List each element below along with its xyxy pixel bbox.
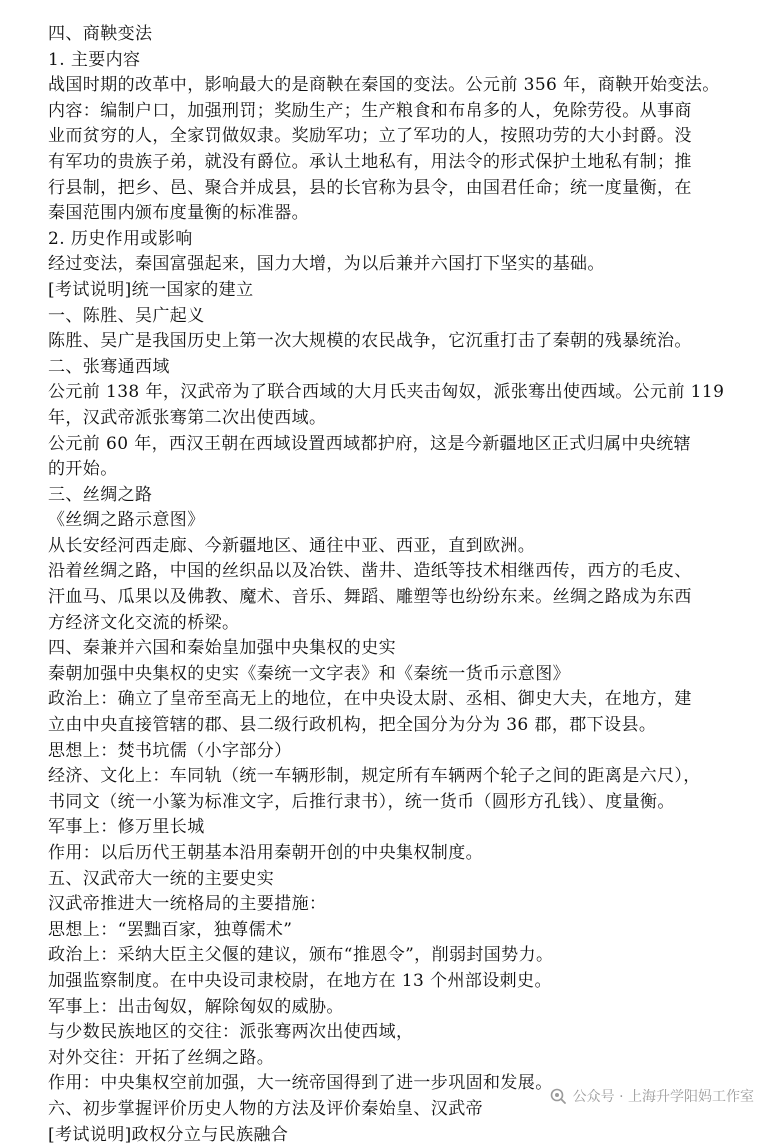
text-line: 2. 历史作用或影响 — [48, 228, 193, 249]
text-line: 六、初步掌握评价历史人物的方法及评价秦始皇、汉武帝 — [48, 1098, 483, 1119]
text-line: 政治上：采纳大臣主父偃的建议，颁布“推恩令”，削弱封国势力。 — [48, 945, 554, 966]
text-line: 加强监察制度。在中央设司隶校尉，在地方在 13 个州部设刺史。 — [48, 970, 552, 991]
wechat-search-icon — [549, 1087, 567, 1105]
text-line: 作用：中央集权空前加强，大一统帝国得到了进一步巩固和发展。 — [48, 1073, 553, 1094]
text-line: 军事上：修万里长城 — [48, 817, 205, 838]
text-line: 思想上：“罢黜百家，独尊儒术” — [48, 919, 293, 940]
text-line: 业而贫穷的人，全家罚做奴隶。奖励军功；立了军功的人，按照功劳的大小封爵。没 — [48, 126, 692, 147]
text-line: 方经济文化交流的桥梁。 — [48, 612, 240, 633]
document-body — [48, 22, 738, 1148]
text-line: 的开始。 — [48, 459, 118, 480]
text-line: 二、张骞通西域 — [48, 356, 170, 377]
text-line: 三、丝绸之路 — [48, 484, 153, 505]
text-line: 与少数民族地区的交往：派张骞两次出使西域， — [48, 1022, 414, 1043]
text-line: 经过变法，秦国富强起来，国力大增，为以后兼并六国打下坚实的基础。 — [48, 254, 605, 275]
text-line: [考试说明]政权分立与民族融合 — [48, 1124, 289, 1145]
text-line: 经济、文化上：车同轨（统一车辆形制，规定所有车辆两个轮子之间的距离是六尺）， — [48, 766, 701, 787]
text-line: 公元前 138 年，汉武帝为了联合西域的大月氏夹击匈奴，派张骞出使西域。公元前 119 — [48, 382, 725, 403]
text-line: 汗血马、瓜果以及佛教、魔术、音乐、舞蹈、雕塑等也纷纷东来。丝绸之路成为东西 — [48, 587, 692, 608]
text-line: 年，汉武帝派张骞第二次出使西域。 — [48, 407, 327, 428]
text-line: 1. 主要内容 — [48, 49, 141, 70]
text-line: 汉武帝推进大一统格局的主要措施： — [48, 894, 327, 915]
text-line: 秦朝加强中央集权的史实《秦统一文字表》和《秦统一货币示意图》 — [48, 663, 570, 684]
text-line: 思想上：焚书坑儒（小字部分） — [48, 740, 292, 761]
text-line: 行县制，把乡、邑、聚合并成县，县的长官称为县令，由国君任命；统一度量衡，在 — [48, 177, 692, 198]
text-line: [考试说明]统一国家的建立 — [48, 279, 254, 300]
text-line: 沿着丝绸之路，中国的丝织品以及冶铁、凿井、造纸等技术相继西传，西方的毛皮、 — [48, 561, 692, 582]
text-line: 对外交往：开拓了丝绸之路。 — [48, 1047, 275, 1068]
text-line: 立由中央直接管辖的郡、县二级行政机构，把全国分为分为 36 郡，郡下设县。 — [48, 715, 657, 736]
text-line: 《丝绸之路示意图》 — [48, 510, 205, 531]
text-line: 有军功的贵族子弟，就没有爵位。承认土地私有，用法令的形式保护土地私有制；推 — [48, 151, 692, 172]
text-line: 一、陈胜、吴广起义 — [48, 305, 205, 326]
watermark-text: 公众号 · 上海升学阳妈工作室 — [572, 1089, 754, 1105]
text-line: 秦国范围内颁布度量衡的标准器。 — [48, 203, 309, 224]
text-line: 五、汉武帝大一统的主要史实 — [48, 868, 275, 889]
text-line: 四、商鞅变法 — [48, 24, 153, 44]
text-line: 战国时期的改革中，影响最大的是商鞅在秦国的变法。公元前 356 年，商鞅开始变法。 — [48, 75, 720, 96]
text-line: 从长安经河西走廊、今新疆地区、通往中亚、西亚，直到欧洲。 — [48, 535, 536, 556]
text-line: 内容：编制户口，加强刑罚；奖励生产；生产粮食和布帛多的人，免除劳役。从事商 — [48, 100, 692, 121]
text-line: 四、秦兼并六国和秦始皇加强中央集权的史实 — [48, 638, 396, 659]
text-line: 书同文（统一小篆为标准文字，后推行隶书），统一货币（圆形方孔钱）、度量衡。 — [48, 791, 675, 812]
watermark — [549, 1086, 754, 1106]
text-line: 作用：以后历代王朝基本沿用秦朝开创的中央集权制度。 — [48, 843, 483, 863]
text-line: 公元前 60 年，西汉王朝在西域设置西域都护府，这是今新疆地区正式归属中央统辖 — [48, 433, 692, 454]
text-line: 军事上：出击匈奴，解除匈奴的威胁。 — [48, 996, 344, 1017]
text-line: 政治上：确立了皇帝至高无上的地位，在中央设太尉、丞相、御史大夫，在地方，建 — [48, 689, 692, 710]
text-line: 陈胜、吴广是我国历史上第一次大规模的农民战争，它沉重打击了秦朝的残暴统治。 — [48, 331, 692, 352]
